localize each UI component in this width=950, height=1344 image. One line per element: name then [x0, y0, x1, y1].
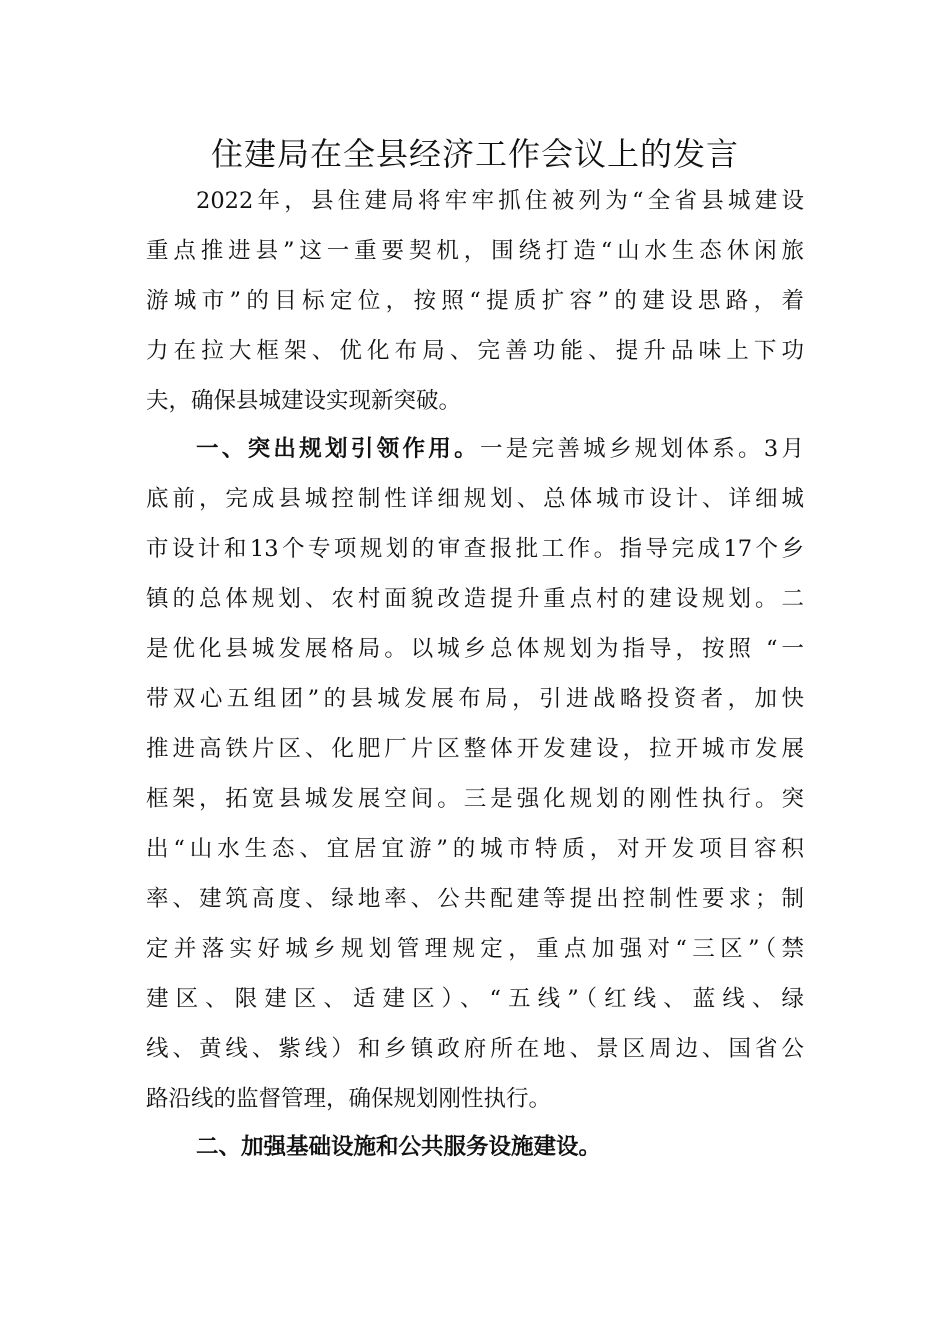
paragraph-1-line-3: 游城市”的目标定位，按照“提质扩容”的建设思路，着: [146, 288, 804, 314]
section-1-line-14: 路沿线的监督管理，确保规划刚性执行。: [146, 1086, 552, 1112]
section-1-line-2: 底前，完成县城控制性详细规划、总体城市设计、详细城: [146, 486, 804, 512]
paragraph-1-line-5: 夫，确保县城建设实现新突破。: [146, 388, 462, 414]
section-1-heading: 一、突出规划引领作用。: [196, 436, 480, 462]
section-1-line-8: 框架，拓宽县城发展空间。三是强化规划的刚性执行。突: [146, 786, 804, 812]
section-1-line-4: 镇的总体规划、农村面貌改造提升重点村的建设规划。二: [146, 586, 804, 612]
section-2-heading: 二、加强基础设施和公共服务设施建设。: [196, 1134, 602, 1160]
section-1-line-7: 推进高铁片区、化肥厂片区整体开发建设，拉开城市发展: [146, 736, 804, 762]
section-1-line-13: 线、黄线、紫线）和乡镇政府所在地、景区周边、国省公: [146, 1036, 804, 1062]
section-1-line-5: 是优化县城发展格局。以城乡总体规划为指导，按照 “一: [146, 636, 804, 662]
section-1-line-12: 建区、限建区、适建区）、“五线”（红线、蓝线、绿: [146, 986, 804, 1012]
section-1-first-line-text: 一是完善城乡规划体系。3月: [479, 436, 804, 462]
section-1-line-11: 定并落实好城乡规划管理规定，重点加强对“三区”（禁: [146, 936, 804, 962]
document-title: 住建局在全县经济工作会议上的发言: [210, 135, 739, 173]
paragraph-1-line-1: 2022年，县住建局将牢牢抓住被列为“全省县城建设: [196, 188, 804, 214]
paragraph-1-line-4: 力在拉大框架、优化布局、完善功能、提升品味上下功: [146, 338, 804, 364]
section-1-line-10: 率、建筑高度、绿地率、公共配建等提出控制性要求；制: [146, 886, 804, 912]
section-1-line-9: 出“山水生态、宜居宜游”的城市特质，对开发项目容积: [146, 836, 804, 862]
section-1-line-6: 带双心五组团”的县城发展布局，引进战略投资者，加快: [146, 686, 804, 712]
section-1-first-line: [196, 424, 804, 474]
paragraph-1-line-2: 重点推进县”这一重要契机，围绕打造“山水生态休闲旅: [146, 238, 804, 264]
section-1-line-3: 市设计和13个专项规划的审查报批工作。指导完成17个乡: [146, 536, 804, 562]
